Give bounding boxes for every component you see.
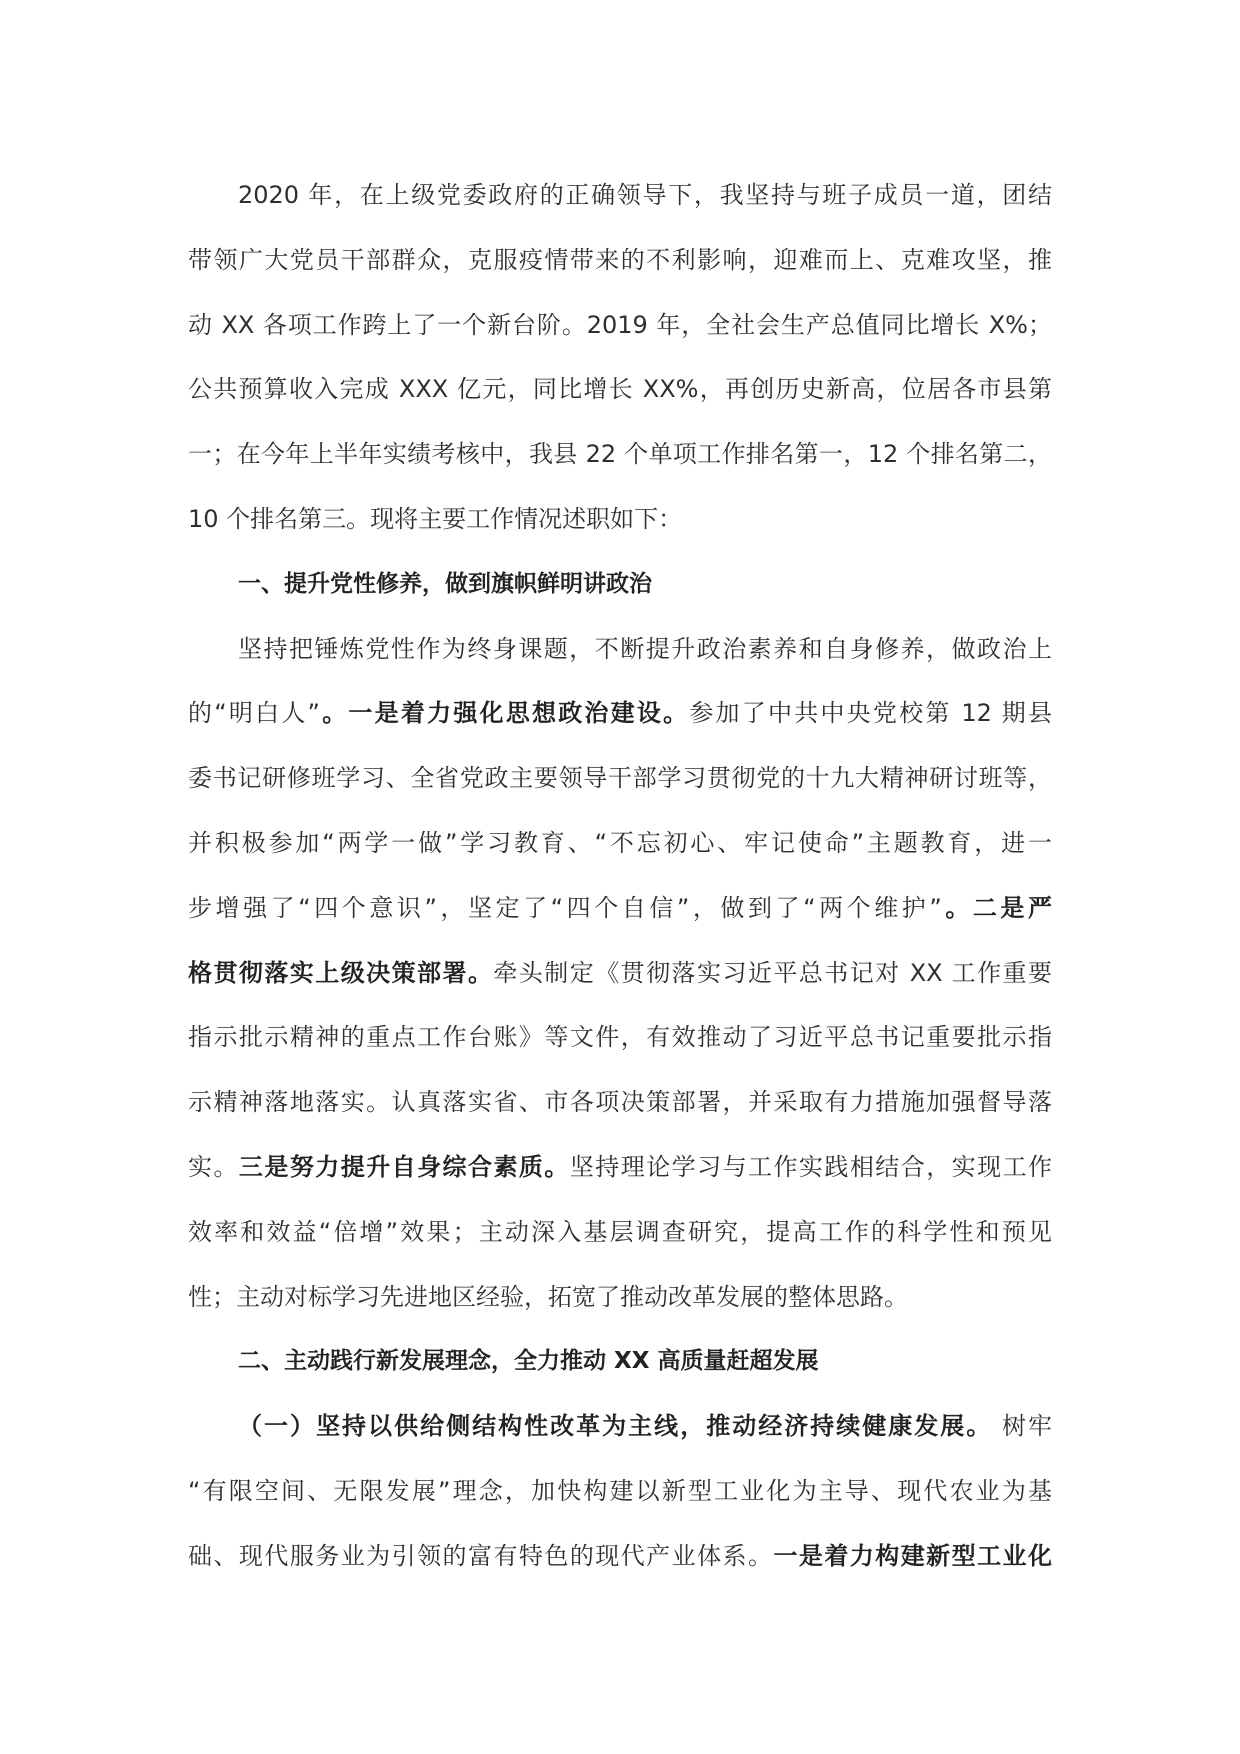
- text-line: [188, 1329, 1052, 1394]
- text-segment: 参加了中共中央党校第 12 期县: [689, 699, 1053, 728]
- text-segment: 的“明白人”: [188, 699, 320, 728]
- text-segment: 础、现代服务业为引领的富有特色的现代产业体系。: [188, 1541, 774, 1570]
- text-line: [188, 422, 1052, 487]
- bold-text-segment: 格贯彻落实上级决策部署。: [188, 958, 494, 987]
- text-segment: 实。: [188, 1152, 239, 1181]
- text-segment: 示精神落地落实。认真落实省、市各项决策部署，并采取有力措施加强督导落: [188, 1088, 1052, 1117]
- text-segment: 坚持理论学习与工作实践相结合，实现工作: [569, 1152, 1053, 1181]
- text-segment: 委书记研修班学习、全省党政主要领导干部学习贯彻党的十九大精神研讨班等，: [188, 764, 1052, 793]
- body-paragraph: [188, 1394, 1052, 1588]
- text-segment: 动 XX 各项工作跨上了一个新台阶。2019 年，全社会生产总值同比增长 X%；: [188, 310, 1052, 339]
- text-line: [188, 941, 1052, 1006]
- text-line: [188, 1265, 1052, 1330]
- body-paragraph: [188, 617, 1052, 1330]
- text-line: [188, 228, 1052, 293]
- body-paragraph: [188, 163, 1052, 552]
- text-line: [188, 746, 1052, 811]
- text-line: [188, 1005, 1052, 1070]
- bold-text-segment: 二、主动践行新发展理念，全力推动 XX 高质量赶超发展: [238, 1348, 819, 1375]
- section-heading: [188, 552, 1052, 617]
- section-heading: [188, 1329, 1052, 1394]
- text-segment: 带领广大党员干部群众，克服疫情带来的不利影响，迎难而上、克难攻坚，推: [188, 245, 1052, 274]
- bold-text-segment: 。二是严: [941, 893, 1052, 922]
- text-line: [188, 487, 1052, 552]
- bold-text-segment: 三是努力提升自身综合素质。: [238, 1152, 570, 1181]
- text-line: [188, 293, 1052, 358]
- text-line: [188, 1200, 1052, 1265]
- text-line: [188, 1135, 1052, 1200]
- text-segment: 步增强了“四个意识”，坚定了“四个自信”，做到了“两个维护”: [188, 893, 942, 922]
- bold-text-segment: 一、提升党性修养，做到旗帜鲜明讲政治: [238, 570, 652, 597]
- document-page: [188, 163, 1052, 1589]
- text-segment: 坚持把锤炼党性作为终身课题，不断提升政治素养和自身修养，做政治上: [238, 634, 1052, 663]
- text-segment: 效率和效益“倍增”效果；主动深入基层调查研究，提高工作的科学性和预见: [188, 1217, 1052, 1246]
- text-segment: 树牢: [992, 1412, 1052, 1441]
- text-line: [188, 811, 1052, 876]
- text-line: [188, 1524, 1052, 1589]
- text-segment: 10 个排名第三。现将主要工作情况述职如下：: [188, 504, 683, 533]
- text-segment: 并积极参加“两学一做”学习教育、“不忘初心、牢记使命”主题教育，进一: [188, 828, 1052, 857]
- text-line: [188, 1394, 1052, 1459]
- text-segment: 性；主动对标学习先进地区经验，拓宽了推动改革发展的整体思路。: [188, 1282, 908, 1311]
- text-segment: “有限空间、无限发展”理念，加快构建以新型工业化为主导、现代农业为基: [188, 1476, 1052, 1505]
- text-line: [188, 163, 1052, 228]
- bold-text-segment: 。一是着力强化思想政治建设。: [319, 699, 690, 728]
- text-line: [188, 1070, 1052, 1135]
- text-segment: 牵头制定《贯彻落实习近平总书记对 XX 工作重要: [493, 958, 1053, 987]
- text-line: [188, 1459, 1052, 1524]
- text-line: [188, 617, 1052, 682]
- bold-text-segment: 一是着力构建新型工业化: [773, 1541, 1052, 1570]
- text-segment: 2020 年，在上级党委政府的正确领导下，我坚持与班子成员一道，团结: [238, 181, 1052, 209]
- text-line: [188, 357, 1052, 422]
- text-segment: 一；在今年上半年实绩考核中，我县 22 个单项工作排名第一，12 个排名第二，: [188, 440, 1052, 469]
- text-line: [188, 552, 1052, 617]
- text-line: [188, 876, 1052, 941]
- bold-text-segment: （一）坚持以供给侧结构性改革为主线，推动经济持续健康发展。: [238, 1412, 993, 1441]
- text-line: [188, 681, 1052, 746]
- text-segment: 指示批示精神的重点工作台账》等文件，有效推动了习近平总书记重要批示指: [188, 1023, 1052, 1052]
- text-segment: 公共预算收入完成 XXX 亿元，同比增长 XX%，再创历史新高，位居各市县第: [188, 375, 1052, 404]
